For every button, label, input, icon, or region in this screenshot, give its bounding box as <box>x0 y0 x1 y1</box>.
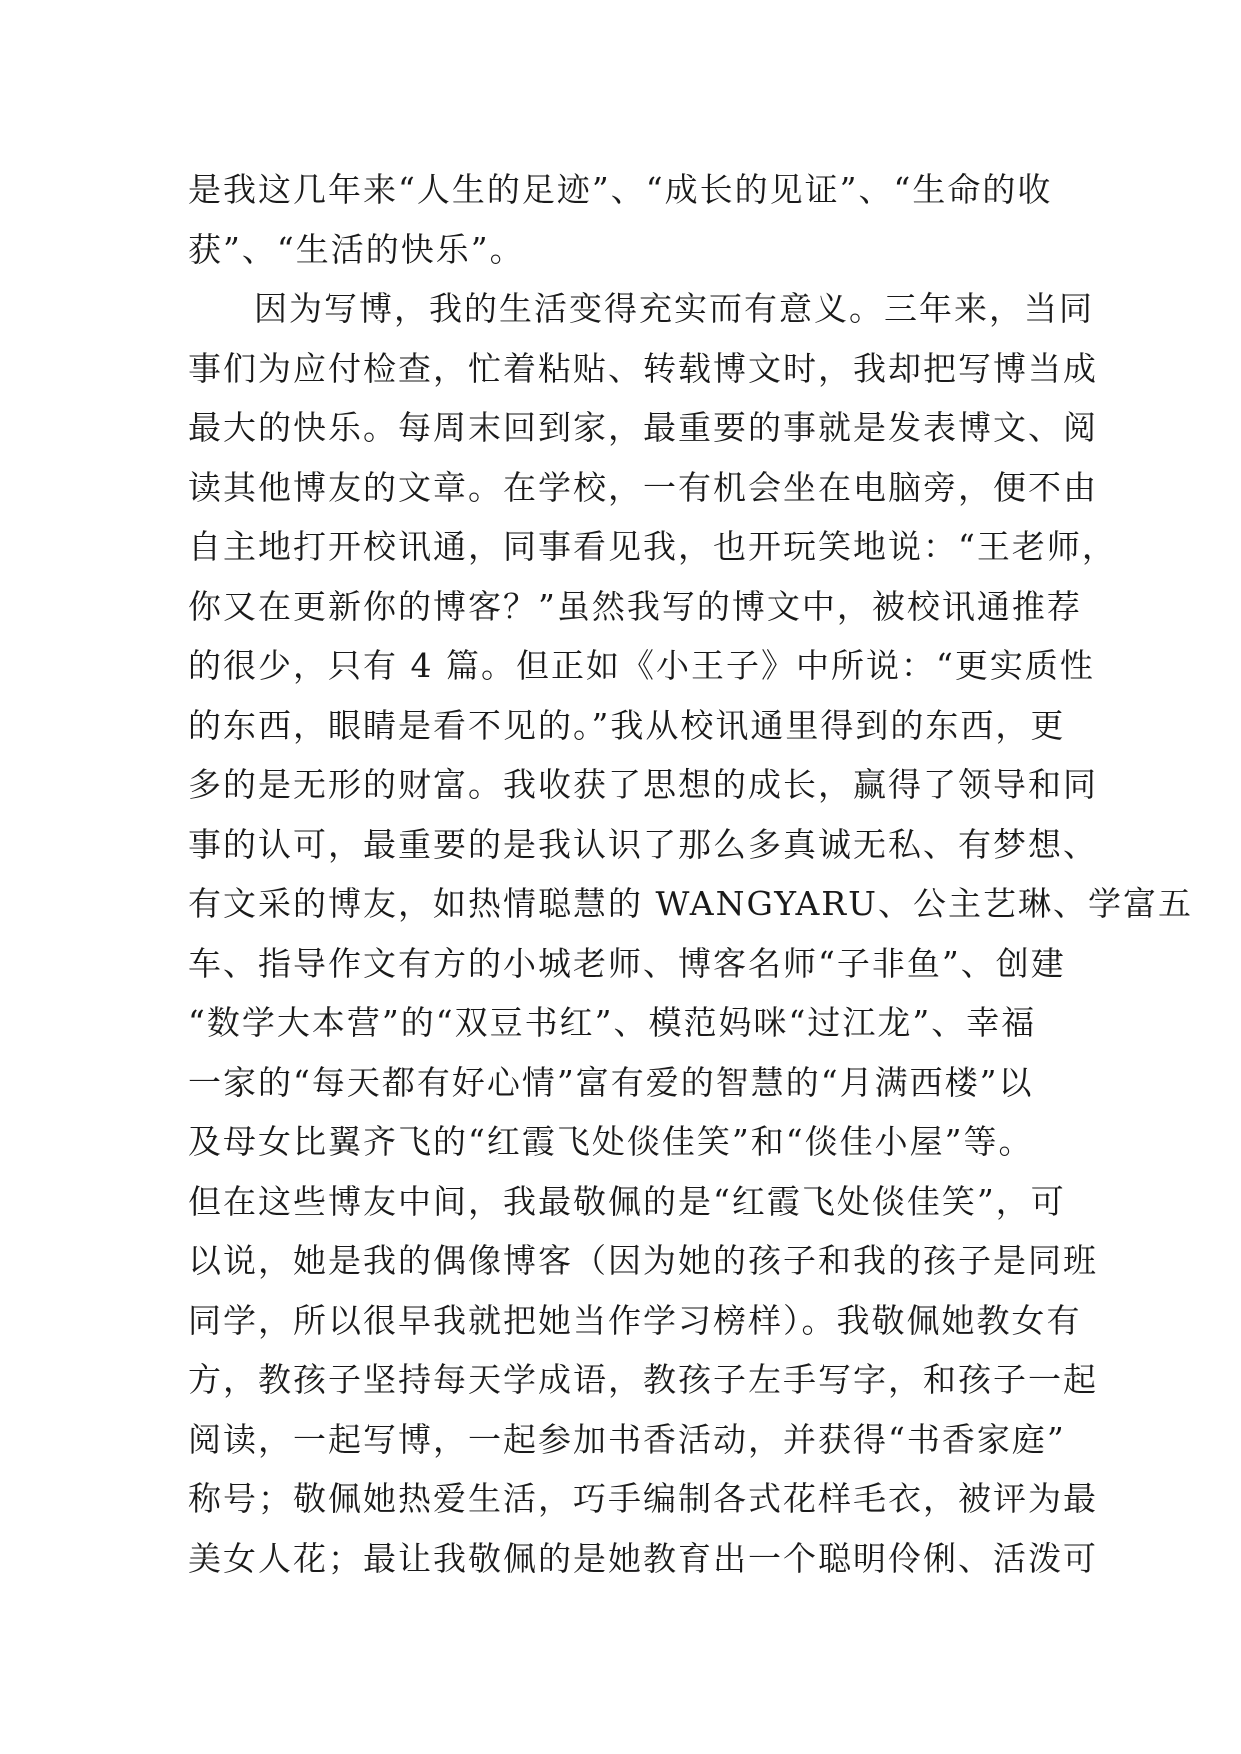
text-line: 事们为应付检查，忙着粘贴、转载博文时，我却把写博当成 <box>188 348 1098 388</box>
text-line: 获”、“生活的快乐”。 <box>188 229 525 269</box>
paragraph-first-line: 因为写博，我的生活变得充实而有意义。三年来，当同 <box>254 289 1094 328</box>
body-text <box>188 160 1193 1588</box>
text-line: 车、指导作文有方的小城老师、博客名师“子非鱼”、创建 <box>188 943 1066 983</box>
text-line: 自主地打开校讯通，同事看见我，也开玩笑地说：“王老师， <box>188 527 1117 566</box>
text-line: 以说，她是我的偶像博客（因为她的孩子和我的孩子是同班 <box>188 1241 1098 1280</box>
text-line: 是我这几年来“人生的足迹”、“成长的见证”、“生命的收 <box>188 170 1053 209</box>
text-line: 读其他博友的文章。在学校，一有机会坐在电脑旁，便不由 <box>188 467 1098 507</box>
text-line: 的东西，眼睛是看不见的。”我从校讯通里得到的东西，更 <box>188 705 1066 745</box>
text-line: 阅读，一起写博，一起参加书香活动，并获得“书香家庭” <box>188 1419 1066 1459</box>
text-line: 的很少，只有 4 篇。但正如《小王子》中所说：“更实质性 <box>188 646 1095 685</box>
text-line: 有文采的博友，如热情聪慧的 WANGYARU、公主艺琳、学富五 <box>188 884 1193 923</box>
text-line: 最大的快乐。每周末回到家，最重要的事就是发表博文、阅 <box>188 408 1098 447</box>
text-line: 同学，所以很早我就把她当作学习榜样）。我敬佩她教女有 <box>188 1300 1082 1340</box>
text-line: 称号；敬佩她热爱生活，巧手编制各式花样毛衣，被评为最 <box>188 1479 1098 1518</box>
text-line: 美女人花；最让我敬佩的是她教育出一个聪明伶俐、活泼可 <box>188 1538 1098 1578</box>
text-line: 你又在更新你的博客？”虽然我写的博文中，被校讯通推荐 <box>188 586 1082 626</box>
text-line: 多的是无形的财富。我收获了思想的成长，赢得了领导和同 <box>188 765 1098 804</box>
text-line: 但在这些博友中间，我最敬佩的是“红霞飞处倓佳笑”，可 <box>188 1181 1066 1221</box>
text-line: 一家的“每天都有好心情”富有爱的智慧的“月满西楼”以 <box>188 1062 1034 1102</box>
text-line: 事的认可，最重要的是我认识了那么多真诚无私、有梦想、 <box>188 824 1098 864</box>
text-line: 方，教孩子坚持每天学成语，教孩子左手写字，和孩子一起 <box>188 1360 1098 1399</box>
text-line: “数学大本营”的“双豆书红”、模范妈咪“过江龙”、幸福 <box>188 1003 1037 1042</box>
text-line: 及母女比翼齐飞的“红霞飞处倓佳笑”和“倓佳小屋”等。 <box>188 1122 1034 1161</box>
